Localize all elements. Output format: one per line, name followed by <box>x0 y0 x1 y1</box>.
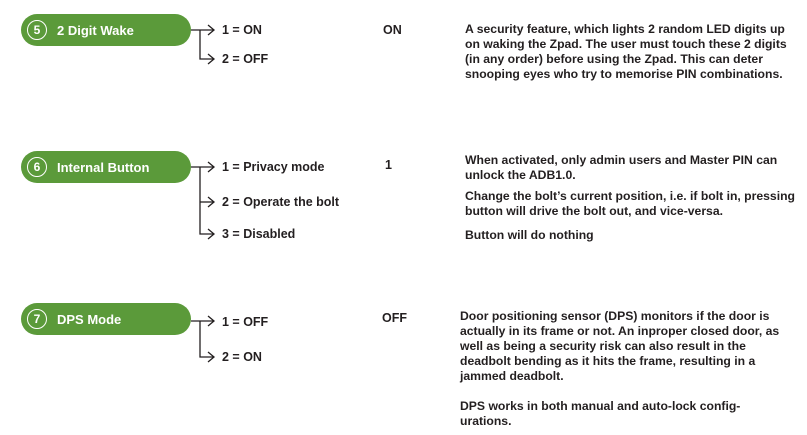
setting-pill-2-digit-wake <box>21 14 191 46</box>
setting-description: A security feature, which lights 2 random LED digits up on waking the Zpad. The user must touch these 2 digits (in any order) before using the Zpad. This can deter snooping eyes who try to memorise PIN combinations. <box>465 22 787 81</box>
setting-description: Door positioning sensor (DPS) monitors if the door is actually in its frame or not. An inproper closed door, as well as being a security risk can also result in the deadbolt bending as it hits the frame, resulting in a jammed deadbolt. <box>460 309 780 383</box>
setting-description: Change the bolt’s current position, i.e. if bolt in, pressing button will drive the bolt out, and vice-versa. <box>465 189 795 218</box>
option-label: 3 = Disabled <box>222 227 296 241</box>
setting-number-badge: 7 <box>27 309 47 329</box>
option-label: 1 = Privacy mode <box>222 160 325 174</box>
setting-name: 2 Digit Wake <box>57 22 134 38</box>
default-value: 1 <box>385 158 392 172</box>
setting-name: Internal Button <box>57 159 150 175</box>
setting-description: Button will do nothing <box>465 228 594 242</box>
setting-number-badge: 6 <box>27 157 47 177</box>
setting-description: When activated, only admin users and Master PIN can unlock the ADB1.0. <box>465 153 778 182</box>
option-label: 2 = Operate the bolt <box>222 195 340 209</box>
setting-pill-internal-button <box>21 151 191 183</box>
setting-pill-dps-mode <box>21 303 191 335</box>
setting-number-badge: 5 <box>27 20 47 40</box>
option-label: 2 = ON <box>222 350 262 364</box>
default-value: OFF <box>382 311 407 325</box>
option-label: 1 = OFF <box>222 315 269 329</box>
option-label: 2 = OFF <box>222 52 269 66</box>
setting-name: DPS Mode <box>57 311 122 327</box>
setting-description: DPS works in both manual and auto-lock config-urations. <box>460 399 741 428</box>
default-value: ON <box>383 23 402 37</box>
option-label: 1 = ON <box>222 23 262 37</box>
